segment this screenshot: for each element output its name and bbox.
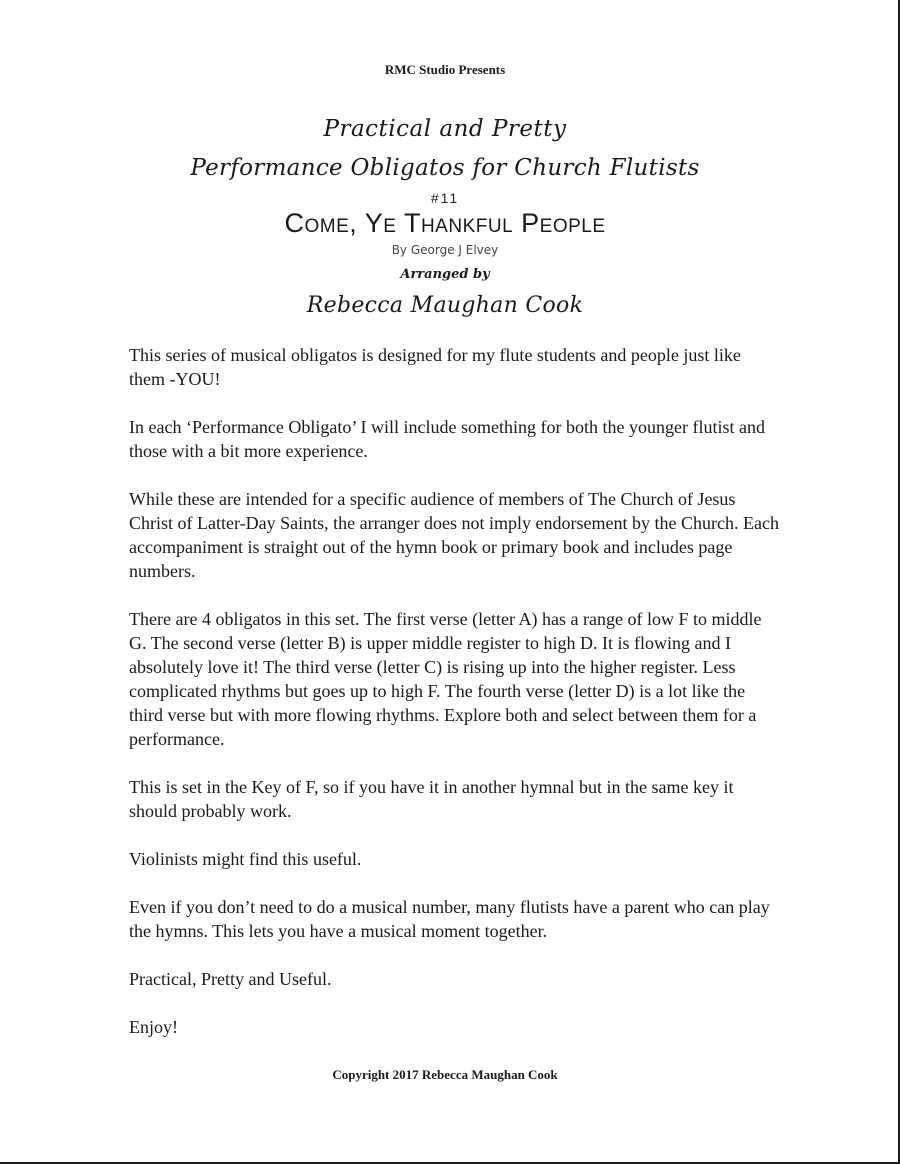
copyright-notice: Copyright 2017 Rebecca Maughan Cook [332, 1067, 558, 1082]
paragraph-key: This is set in the Key of F, so if you have it in another hymnal but in the same key it should probably work. [129, 777, 734, 821]
paragraph-verses: There are 4 obligatos in this set. The first verse (letter A) has a range of low F to middle G. The second verse (letter B) is upper middle register to high D. It is flowing and I absolutely love it! The third verse (letter C) is rising up into the higher register. Less complicated rhythms but goes up to high F. The fourth verse (letter D) is a lot like the third verse but with more flowing rhythms. Explore both and select between them for a performance. [129, 609, 762, 749]
series-subtitle: Performance Obligatos for Church Flutists [190, 155, 700, 181]
obligato-number: #11 [430, 190, 460, 206]
paragraph-intro: This series of musical obligatos is designed for my flute students and people just like them -YOU! [129, 345, 741, 389]
hymn-title: Come, Ye Thankful People [284, 208, 606, 238]
body-text [129, 343, 779, 1063]
paragraph-violinists: Violinists might find this useful. [129, 849, 362, 869]
paragraph-parents: Even if you don’t need to do a musical number, many flutists have a parent who can play the hymns. This lets you have a musical moment together. [129, 897, 770, 941]
paragraph-enjoy: Enjoy! [129, 1017, 178, 1037]
paragraph-disclaimer: While these are intended for a specific audience of members of The Church of Jesus Christ of Latter-Day Saints, the arranger does not imply endorsement by the Church. Each accompaniment is straight out of the hymn book or primary book and includes page numbers. [129, 489, 779, 581]
presents-line: RMC Studio Presents [384, 62, 506, 77]
paragraph-audience: In each ‘Performance Obligato’ I will include something for both the younger flutist and those with a bit more experience. [129, 417, 765, 461]
series-title: Practical and Pretty [323, 116, 567, 142]
paragraph-tagline: Practical, Pretty and Useful. [129, 969, 332, 989]
composer-credit: By George J Elvey [391, 243, 499, 257]
arranger-name: Rebecca Maughan Cook [306, 293, 584, 318]
arranged-by-label: Arranged by [400, 267, 490, 282]
